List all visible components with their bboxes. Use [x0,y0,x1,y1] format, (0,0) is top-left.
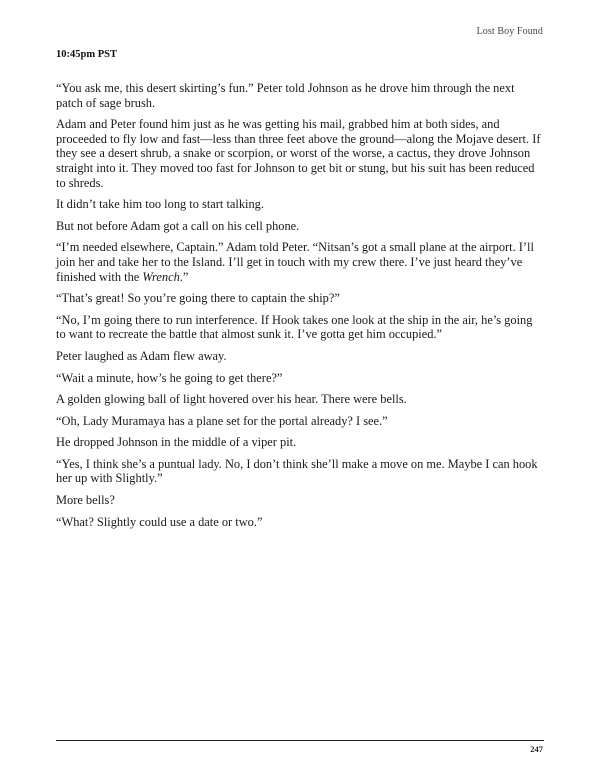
paragraph: “You ask me, this desert skirting’s fun.” Peter told Johnson as he drove him through the next patch of sage brush. [56,81,515,110]
paragraph: He dropped Johnson in the middle of a viper pit. [56,435,297,450]
paragraph: It didn’t take him too long to start talking. [56,197,264,212]
paragraph: “That’s great! So you’re going there to captain the ship?” [56,291,340,306]
paragraph-text: .” [179,269,189,284]
body-text [56,81,544,536]
paragraph: “Yes, I think she’s a puntual lady. No, I don’t think she’ll make a move on me. Maybe I can hook her up with Slightly.” [56,456,538,486]
paragraph: “No, I’m going there to run interference. If Hook takes one look at the ship in the air, he’s going to want to recreate the battle that almost sunk it. I’ve gotta get him occupied.” [56,312,533,342]
section-timestamp: 10:45pm PST [56,49,117,60]
paragraph-text: “I’m needed elsewhere, Captain.” Adam told Peter. “Nitsan’s got a small plane at the airport. I’ll join her and take her to the Island. I’ll get in touch with my crew there. I’ve just heard they’ve finished with the [56,240,534,284]
page-number: 247 [530,744,543,754]
paragraph: Peter laughed as Adam flew away. [56,348,227,363]
paragraph: “What? Slightly could use a date or two.” [56,514,263,529]
paragraph: Adam and Peter found him just as he was getting his mail, grabbed him at both sides, and proceeded to fly low and fast—less than three feet above the ground—along the Mojave desert. If they see a desert shrub, a snake or scorpion, or worst of the worse, a cactus, they drove Johnson straight into it. They moved too fast for Johnson to get bit or stung, but his suit has been reduced to shreds. [56,117,541,190]
footer-divider [56,740,544,741]
paragraph: But not before Adam got a call on his cell phone. [56,218,300,233]
paragraph: A golden glowing ball of light hovered over his hear. There were bells. [56,392,407,407]
ship-name-italic: Wrench [142,269,180,284]
paragraph: “Oh, Lady Muramaya has a plane set for the portal already? I see.” [56,413,388,428]
paragraph [56,240,544,284]
running-header-title: Lost Boy Found [476,26,543,37]
paragraph: “Wait a minute, how’s he going to get there?” [56,370,283,385]
paragraph: More bells? [56,493,115,508]
